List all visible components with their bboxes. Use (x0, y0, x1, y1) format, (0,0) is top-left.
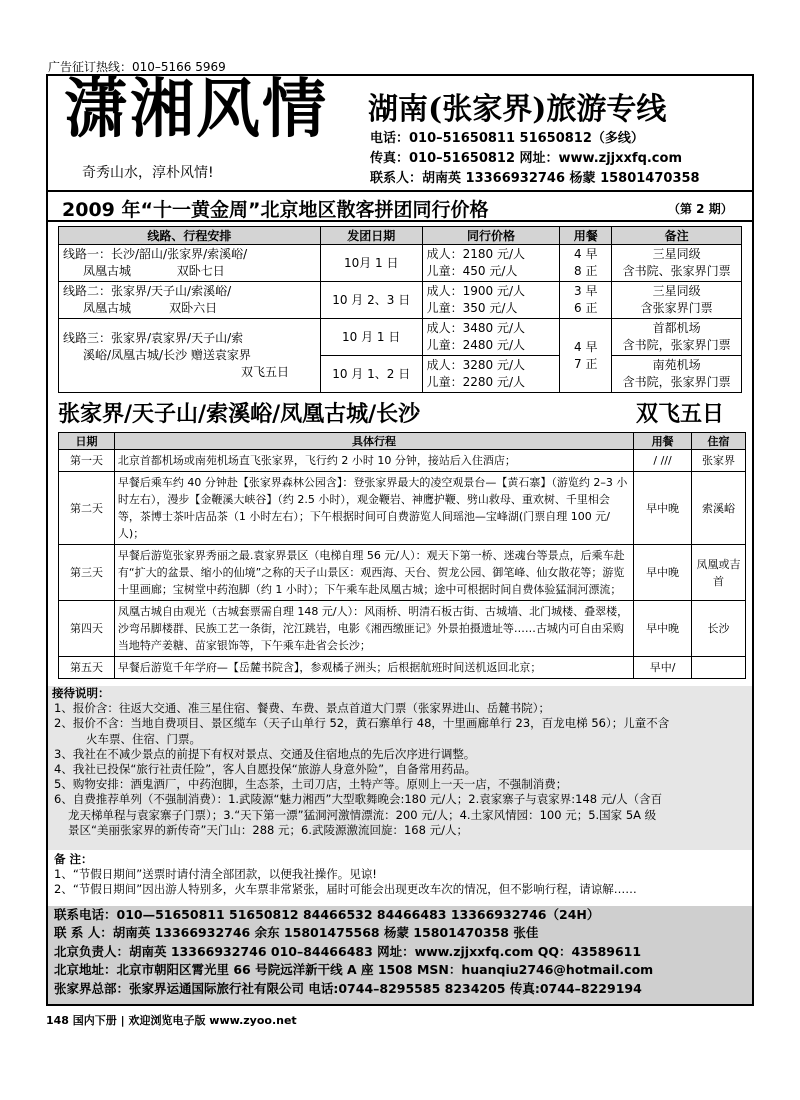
date-cell: 10 月 1、2 日 (320, 356, 422, 393)
date-cell: 10月 1 日 (320, 245, 422, 282)
note-cell (612, 319, 742, 356)
adult-price: 成人：2180 元/人 (426, 247, 526, 261)
hotel-cell: 张家界 (692, 450, 746, 472)
route-name: 双飞五日 (241, 365, 290, 379)
note-cell (612, 356, 742, 393)
note-line: 3、我社在不减少景点的前提下有权对景点、交通及住宿地点的先后次序进行调整。 (54, 746, 476, 761)
ad-hotline: 广告征订热线：010–5166 5969 (48, 60, 226, 74)
remarks-title: 备 注： (54, 852, 93, 866)
col-header: 住宿 (692, 433, 746, 450)
page-footer: 148 国内下册 | 欢迎浏览电子版 www.zyoo.net (46, 1014, 297, 1027)
hotel-cell: 索溪峪 (692, 472, 746, 545)
hotel-cell (692, 657, 746, 679)
hotel-cell: 凤凰或吉首 (692, 545, 746, 601)
meal-cell: 早中/ (634, 657, 692, 679)
price-section-title: 2009 年“十一黄金周”北京地区散客拼团同行价格 (62, 199, 489, 221)
note-line: 5、购物安排：酒鬼酒厂，中药泡脚，生态茶，土司刀店，土特产等。原则上一天一店，不强制消费； (54, 777, 568, 792)
day-cell: 第二天 (59, 472, 115, 545)
col-header: 用餐 (560, 227, 612, 245)
adult-price: 成人：1900 元/人 (426, 284, 526, 298)
route-cell (59, 245, 321, 282)
note-line: 4、我社已投保“旅行社责任险”，客人自愿投保“旅游人身意外险”，自备常用药品。 (54, 762, 477, 777)
brand-slogan: 奇秀山水，淳朴风情! (82, 165, 214, 181)
divider (48, 190, 752, 192)
date-cell: 10 月 2、3 日 (320, 282, 422, 319)
note-line: 南苑机场 (652, 358, 701, 372)
table-row (59, 657, 746, 679)
note-cell (612, 282, 742, 319)
note-line: 6、自费推荐单列（不强制消费）：1.武陵源“魅力湘西”大型歌舞晚会:180 元/人；2.袁家寨子与袁家界:148 元/人（含百 (54, 792, 663, 807)
child-price: 儿童：450 元/人 (426, 264, 518, 278)
remarks (48, 852, 752, 904)
detail-cell: 北京首都机场或南苑机场直飞张家界，飞行约 2 小时 10 分钟，接站后入住酒店； (114, 450, 633, 472)
col-header: 发团日期 (320, 227, 422, 245)
route-name: 线路二：张家界/天子山/索溪峪/ (63, 284, 232, 298)
itinerary-table (58, 432, 746, 679)
table-row (59, 319, 742, 356)
table-row (59, 472, 746, 545)
note-line: 首都机场 (652, 321, 701, 335)
route-name: 线路三：张家界/袁家界/天子山/索 (63, 331, 244, 345)
meal-cell: 早中晚 (634, 601, 692, 657)
route-name: 凤凰古城 双卧六日 (83, 301, 218, 315)
note-line: 1、报价含：往返大交通、准三星住宿、餐费、车费、景点首道大门票（张家界进山、岳麓书院）； (54, 701, 551, 716)
route-cell (59, 282, 321, 319)
note-line: 含书院，张家界门票 (622, 338, 731, 352)
route-title: 湖南(张家界)旅游专线 (368, 92, 667, 127)
header-contacts: 联系人：胡南英 13366932746 杨蒙 15801470358 (370, 171, 700, 186)
remark-line: 1、“节假日期间”送票时请付清全部团款，以便我社操作。见谅! (54, 867, 377, 881)
note-line: 含书院、张家界门票 (622, 264, 731, 278)
detail-cell: 早餐后乘车约 40 分钟赴【张家界森林公园含】：登张家界最大的凌空观景台—【黄石寨】（游览约 2–3 小时左右），漫步【金鞭溪大峡谷】（约 2.5 小时），观金鞭岩、神鹰护鞭、劈山救母、重欢树、千里相会等，茶博士茶叶店品茶（1 小时左右）；下午根据时间可自费游览人间瑶池—宝峰湖(门票自理 100 元/人)； (114, 472, 633, 545)
hotel-cell: 长沙 (692, 601, 746, 657)
price-table (58, 226, 742, 393)
meal-main: 6 正 (574, 301, 598, 315)
date-cell: 10 月 1 日 (320, 319, 422, 356)
contact-phone: 联系电话：010—51650811 51650812 84466532 84466483 13366932746（24H） (54, 907, 600, 922)
route-name: 凤凰古城 双卧七日 (83, 264, 225, 278)
itinerary-banner: 张家界/天子山/索溪峪/凤凰古城/长沙 (58, 401, 421, 427)
meal-cell (560, 319, 612, 393)
route-name: 线路一：长沙/韶山/张家界/索溪峪/ (63, 247, 248, 261)
beijing-address: 北京地址：北京市朝阳区霄光里 66 号院远洋新干线 A 座 1508 MSN：huanqiu2746@hotmail.com (54, 962, 654, 978)
price-cell (422, 356, 560, 393)
table-row (59, 282, 742, 319)
headquarters: 张家界总部：张家界运通国际旅行社有限公司 电话:0744–8295585 8234205 传真:0744–8229194 (54, 980, 642, 996)
itinerary-banner-duration: 双飞五日 (636, 401, 725, 427)
note-line: 含张家界门票 (640, 301, 713, 315)
child-price: 儿童：2280 元/人 (426, 375, 526, 389)
divider (48, 220, 752, 222)
note-line: 三星同级 (652, 247, 701, 261)
route-cell (59, 319, 321, 393)
meal-cell: 早中晚 (634, 472, 692, 545)
meal-breakfast: 3 早 (574, 284, 598, 298)
header-fax-web: 传真：010–51650812 网址：www.zjjxxfq.com (370, 151, 682, 166)
remark-line: 2、“节假日期间”因出游人特别多，火车票非常紧张，届时可能会出现更改车次的情况，但不影响行程，请谅解…… (54, 882, 637, 896)
price-cell (422, 245, 560, 282)
detail-cell: 凤凰古城自由观光（古城套票需自理 148 元/人）：风雨桥、明清石板古街、古城墙、北门城楼、叠翠楼，沙弯吊脚楼群、民族工艺一条街，沱江跳岩，电影《湘西缴匪记》外景拍摄遗址等……古城内可自由采购当地特产姜糖、苗家银饰等，下午乘车赴省会长沙； (114, 601, 633, 657)
col-header: 备注 (612, 227, 742, 245)
meal-main: 7 正 (574, 356, 598, 371)
table-row (59, 245, 742, 282)
meal-main: 8 正 (574, 264, 598, 278)
day-cell: 第一天 (59, 450, 115, 472)
note-line: 2、报价不含：当地自费项目、景区缆车（天子山单行 52，黄石寨单行 48，十里画廊单行 23，百龙电梯 56）；儿童不含 (54, 716, 670, 731)
note-cell (612, 245, 742, 282)
col-header: 日期 (59, 433, 115, 450)
meal-cell (560, 245, 612, 282)
header-phone: 电话：010–51650811 51650812（多线） (370, 131, 644, 146)
brand-title: 潇湘风情 (64, 72, 328, 147)
table-header-row (59, 433, 746, 450)
col-header: 线路、行程安排 (59, 227, 321, 245)
meal-cell: / /// (634, 450, 692, 472)
adult-price: 成人：3280 元/人 (426, 358, 526, 372)
contact-people: 联 系 人：胡南英 13366932746 余东 15801475568 杨蒙 15801470358 张佳 (54, 925, 539, 941)
note-line: 含书院，张家界门票 (622, 375, 731, 389)
child-price: 儿童：350 元/人 (426, 301, 518, 315)
table-row (59, 450, 746, 472)
note-line: 三星同级 (652, 284, 701, 298)
detail-cell: 早餐后游览千年学府—【岳麓书院含】，参观橘子洲头；后根据航班时间送机返回北京； (114, 657, 633, 679)
col-header: 同行价格 (422, 227, 560, 245)
detail-cell: 早餐后游览张家界秀丽之最.袁家界景区（电梯自理 56 元/人）：观天下第一桥、迷魂台等景点，后乘车赴有“扩大的盆景、缩小的仙境”之称的天子山景区：观西海、天台、贺龙公园、御笔峰、仙女散花等；游览十里画廊；宝树堂中药泡脚（约 1 小时）；下午乘车赴凤凰古城；途中可根据时间自费体验猛洞河漂流； (114, 545, 633, 601)
table-row (59, 601, 746, 657)
note-line: 景区“美丽张家界的新传奇”天门山：288 元；6.武陵源激流回旋：168 元/人； (68, 822, 468, 837)
adult-price: 成人：3480 元/人 (426, 321, 526, 335)
day-cell: 第四天 (59, 601, 115, 657)
price-cell (422, 282, 560, 319)
contact-block (48, 906, 752, 1004)
note-line: 龙天梯单程与袁家寨子门票）；3.“天下第一漂”猛洞河激情漂流：200 元/人；4.土家风情园：100 元；5.国家 5A 级 (68, 807, 657, 822)
meal-breakfast: 4 早 (574, 247, 598, 261)
issue-number: （第 2 期） (668, 202, 733, 216)
table-header-row (59, 227, 742, 245)
col-header: 用餐 (634, 433, 692, 450)
meal-cell: 早中晚 (634, 545, 692, 601)
meal-cell (560, 282, 612, 319)
reception-notes (48, 686, 752, 850)
notes-title: 接待说明： (52, 686, 110, 700)
beijing-lead: 北京负责人：胡南英 13366932746 010–84466483 网址：www.zjjxxfq.com QQ：43589611 (54, 943, 642, 959)
day-cell: 第五天 (59, 657, 115, 679)
note-line: 火车票、住宿、门票。 (86, 731, 201, 746)
table-row (59, 545, 746, 601)
child-price: 儿童：2480 元/人 (426, 338, 526, 352)
price-cell (422, 319, 560, 356)
day-cell: 第三天 (59, 545, 115, 601)
meal-breakfast: 4 早 (574, 339, 598, 354)
col-header: 具体行程 (114, 433, 633, 450)
route-name: 溪峪/凤凰古城/长沙 赠送袁家界 (83, 348, 251, 362)
